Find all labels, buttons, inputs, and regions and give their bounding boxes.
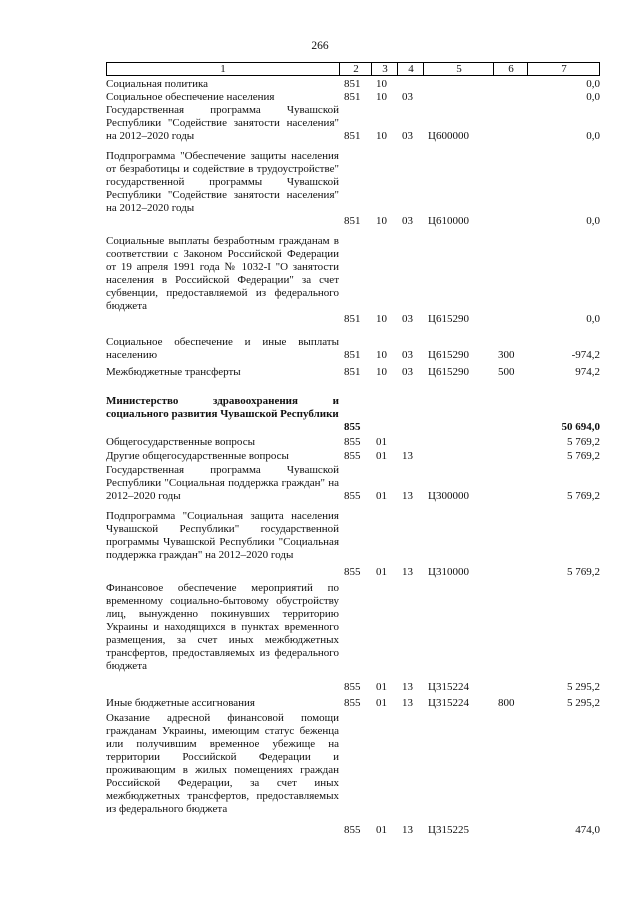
row-name: Подпрограмма "Социальная защита населения Чувашской Республики" государственной программы Чувашской Республики "Социальная поддержка граждан" на 2012–2020 годы — [106, 510, 339, 561]
row-name: Иные бюджетные ассигнования — [106, 697, 255, 709]
row-col-6: 500 — [498, 366, 515, 378]
row-col-2: 851 — [344, 78, 361, 90]
row-col-3: 01 — [376, 566, 387, 578]
row-name: Социальные выплаты безработным гражданам в соответствии с Законом Российской Федерации от 19 апреля 1991 года № 1032-I "О занятости населения в Российской Федерации" за счет субвенции, предоставляемой из федерального бюджета — [106, 235, 339, 312]
row-col-2: 855 — [344, 490, 361, 502]
row-col-5: Ц315224 — [428, 681, 469, 693]
row-col-3: 01 — [376, 436, 387, 448]
row-col-2: 855 — [344, 681, 361, 693]
table-row — [106, 712, 600, 837]
row-col-4: 13 — [402, 697, 413, 709]
row-col-2: 851 — [344, 313, 361, 325]
row-col-7: 5 295,2 — [567, 681, 600, 693]
row-col-4: 13 — [402, 824, 413, 836]
row-col-7: 5 769,2 — [567, 436, 600, 448]
row-col-4: 03 — [402, 349, 413, 361]
row-col-4: 13 — [402, 681, 413, 693]
row-col-6: 300 — [498, 349, 515, 361]
table-row — [106, 510, 600, 579]
table-row — [106, 464, 600, 503]
row-name: Другие общегосударственные вопросы — [106, 450, 289, 462]
table-row — [106, 104, 600, 143]
row-col-4: 03 — [402, 366, 413, 378]
row-col-7: 5 295,2 — [567, 697, 600, 709]
row-col-7: 5 769,2 — [567, 450, 600, 462]
row-col-3: 10 — [376, 130, 387, 142]
row-col-3: 10 — [376, 215, 387, 227]
row-col-4: 13 — [402, 490, 413, 502]
row-col-4: 13 — [402, 566, 413, 578]
row-col-5: Ц300000 — [428, 490, 469, 502]
row-col-5: Ц615290 — [428, 349, 469, 361]
row-name: Социальная политика — [106, 78, 209, 90]
table-header — [106, 62, 600, 76]
row-col-3: 01 — [376, 490, 387, 502]
row-col-4: 03 — [402, 130, 413, 142]
header-col-2: 2 — [339, 63, 372, 75]
row-col-5: Ц610000 — [428, 215, 469, 227]
row-name: Государственная программа Чувашской Республики "Социальная поддержка граждан" на 2012–2020 годы — [106, 464, 339, 502]
row-col-5: Ц310000 — [428, 566, 469, 578]
header-col-6: 6 — [493, 63, 528, 75]
row-name: Социальное обеспечение и иные выплаты населению — [106, 336, 339, 361]
table-row — [106, 366, 600, 379]
page-number: 266 — [311, 40, 329, 52]
row-col-7: 474,0 — [575, 824, 600, 836]
row-col-3: 10 — [376, 91, 387, 103]
table-row — [106, 436, 600, 449]
table-row — [106, 150, 600, 228]
row-col-7: 50 694,0 — [561, 421, 600, 433]
row-name: Подпрограмма "Обеспечение защиты населения от безработицы и содействие в трудоустройстве" государственной программы Чувашской Республики "Содействие занятости населения" на 2012–2020 годы — [106, 150, 339, 214]
row-col-4: 03 — [402, 91, 413, 103]
header-col-5: 5 — [423, 63, 494, 75]
row-col-2: 851 — [344, 130, 361, 142]
row-col-5: Ц615290 — [428, 366, 469, 378]
table-row — [106, 336, 600, 362]
row-col-2: 855 — [344, 436, 361, 448]
table-row — [106, 395, 600, 434]
row-col-5: Ц600000 — [428, 130, 469, 142]
table-row — [106, 582, 600, 694]
row-col-3: 01 — [376, 824, 387, 836]
row-name: Межбюджетные трансферты — [106, 366, 241, 378]
table-row — [106, 91, 600, 104]
table-row — [106, 235, 600, 326]
row-col-3: 10 — [376, 313, 387, 325]
table-row — [106, 78, 600, 91]
row-col-6: 800 — [498, 697, 515, 709]
row-col-3: 01 — [376, 681, 387, 693]
row-col-2: 855 — [344, 566, 361, 578]
header-col-7: 7 — [527, 63, 600, 75]
row-col-3: 01 — [376, 697, 387, 709]
row-col-2: 851 — [344, 91, 361, 103]
header-col-3: 3 — [371, 63, 398, 75]
row-col-2: 855 — [344, 824, 361, 836]
table-row — [106, 450, 600, 463]
row-col-3: 10 — [376, 78, 387, 90]
row-col-3: 10 — [376, 366, 387, 378]
row-col-7: 0,0 — [586, 313, 600, 325]
row-name: Общегосударственные вопросы — [106, 436, 255, 448]
table-row — [106, 697, 600, 710]
row-col-7: 5 769,2 — [567, 490, 600, 502]
row-col-7: 0,0 — [586, 130, 600, 142]
row-col-7: -974,2 — [571, 349, 600, 361]
row-col-7: 5 769,2 — [567, 566, 600, 578]
row-col-2: 855 — [344, 697, 361, 709]
header-col-4: 4 — [397, 63, 424, 75]
row-name: Министерство здравоохранения и социального развития Чувашской Республики — [106, 395, 339, 420]
row-col-4: 03 — [402, 215, 413, 227]
row-col-7: 0,0 — [586, 215, 600, 227]
row-col-4: 03 — [402, 313, 413, 325]
header-col-1: 1 — [220, 63, 226, 75]
row-col-2: 855 — [344, 450, 361, 462]
row-col-4: 13 — [402, 450, 413, 462]
row-col-5: Ц315225 — [428, 824, 469, 836]
row-col-7: 0,0 — [586, 78, 600, 90]
row-col-3: 10 — [376, 349, 387, 361]
row-name: Финансовое обеспечение мероприятий по временному социально-бытовому обустройству лиц, вынужденно покинувших территорию Украины и находящихся в пунктах временного размещения, за счет иных межбюджетных трансфертов, предоставляемых из федерального бюджета — [106, 582, 339, 672]
row-name: Социальное обеспечение населения — [106, 91, 275, 103]
row-col-2: 855 — [344, 421, 361, 433]
row-col-2: 851 — [344, 215, 361, 227]
row-name: Государственная программа Чувашской Республики "Содействие занятости населения" на 2012–2020 годы — [106, 104, 339, 142]
row-col-7: 0,0 — [586, 91, 600, 103]
row-col-5: Ц615290 — [428, 313, 469, 325]
row-col-5: Ц315224 — [428, 697, 469, 709]
row-col-2: 851 — [344, 366, 361, 378]
row-col-2: 851 — [344, 349, 361, 361]
row-col-3: 01 — [376, 450, 387, 462]
row-name: Оказание адресной финансовой помощи гражданам Украины, имеющим статус беженца или получившим временное убежище на территории Российской Федерации и проживающим в жилых помещениях граждан Российской Федерации, за счет иных межбюджетных трансфертов, предоставляемых из федерального бюджета — [106, 712, 339, 815]
row-col-7: 974,2 — [575, 366, 600, 378]
